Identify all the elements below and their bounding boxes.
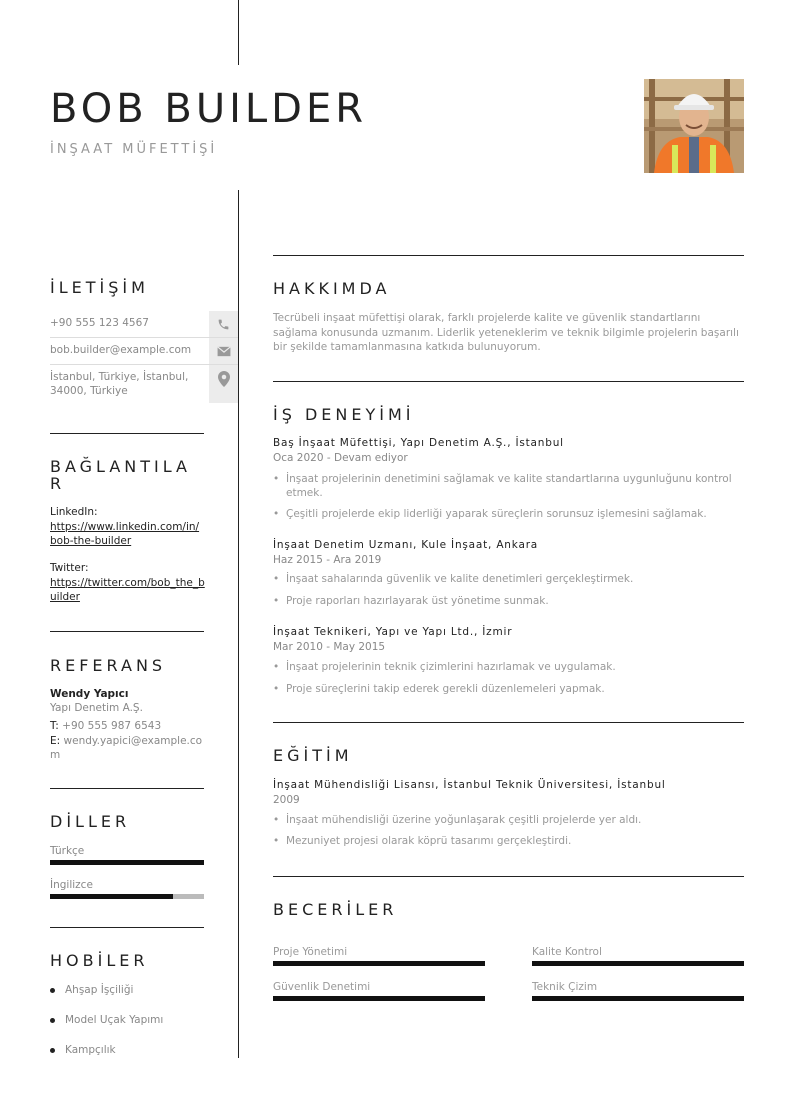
language-level-bar <box>50 894 204 899</box>
reference-name: Wendy Yapıcı <box>50 688 129 700</box>
skill-name: Güvenlik Denetimi <box>273 981 371 993</box>
profile-photo <box>644 79 744 173</box>
divider-education <box>273 722 744 723</box>
divider-links <box>50 433 204 434</box>
about-heading: HAKKIMDA <box>273 279 391 298</box>
job-bullet: • İnşaat sahalarında güvenlik ve kalite denetimleri gerçekleştirmek. <box>273 572 743 586</box>
hobbies-heading: HOBİLER <box>50 951 149 970</box>
job-bullet: • Proje raporları hazırlayarak üst yönetime sunmak. <box>273 594 743 608</box>
reference-phone-row <box>50 720 161 732</box>
language-level-bar <box>50 860 204 865</box>
job-title: İNŞAAT MÜFETTİŞİ <box>50 142 218 157</box>
location-pin-icon <box>209 365 238 403</box>
job-date-2: Haz 2015 - Ara 2019 <box>273 554 382 566</box>
twitter-link[interactable]: https://twitter.com/bob_the_builder <box>50 577 205 603</box>
experience-heading: İŞ DENEYİMİ <box>273 405 415 424</box>
linkedin-link[interactable]: https://www.linkedin.com/in/bob-the-builder <box>50 521 200 547</box>
job-bullet: • İnşaat projelerinin teknik çizimlerini hazırlamak ve uygulamak. <box>273 660 743 674</box>
divider-hobbies <box>50 927 204 928</box>
phone-icon <box>209 311 238 337</box>
divider-experience <box>273 381 744 382</box>
skill-name: Teknik Çizim <box>532 981 598 993</box>
contact-address: İstanbul, Türkiye, İstanbul, 34000, Türkiye <box>50 371 189 397</box>
twitter-label: Twitter: <box>50 562 89 574</box>
divider-about <box>273 255 744 256</box>
divider-languages <box>50 788 204 789</box>
skill-name: Kalite Kontrol <box>532 946 602 958</box>
job-bullet: • Proje süreçlerini takip ederek gerekli düzenlemeleri yapmak. <box>273 682 743 696</box>
job-title-1: Baş İnşaat Müfettişi, Yapı Denetim A.Ş., İstanbul <box>273 437 564 449</box>
contact-heading: İLETİŞİM <box>50 278 149 297</box>
education-bullet: • Mezuniyet projesi olarak köprü tasarımı gerçekleştirdi. <box>273 834 743 848</box>
contact-phone[interactable]: +90 555 123 4567 <box>50 317 149 329</box>
languages-heading: DİLLER <box>50 812 131 831</box>
education-bullet: • İnşaat mühendisliği üzerine yoğunlaşarak çeşitli projelerde yer aldı. <box>273 813 743 827</box>
divider-skills <box>273 876 744 877</box>
job-title-3: İnşaat Teknikeri, Yapı ve Yapı Ltd., İzmir <box>273 626 513 638</box>
job-date-1: Oca 2020 - Devam ediyor <box>273 452 408 464</box>
education-year: 2009 <box>273 794 300 806</box>
reference-heading: REFERANS <box>50 656 167 675</box>
job-bullet: • İnşaat projelerinin denetimini sağlamak ve kalite standartlarına uygunluğunu kontrol etmek. <box>273 472 743 500</box>
education-degree: İnşaat Mühendisliği Lisansı, İstanbul Teknik Üniversitesi, İstanbul <box>273 779 666 791</box>
divider-reference <box>50 631 204 632</box>
mail-icon <box>209 338 238 364</box>
about-text: Tecrübeli inşaat müfettişi olarak, farklı projelerde kalite ve güvenlik standartlarını sağlama konusunda uzmanım. Liderlik yeteneklerim ve teknik bilgimle projelerin başarılı bir şekilde tamamlanmasına katkıda bulunuyorum. <box>273 312 739 353</box>
skill-level-bar <box>273 996 485 1001</box>
education-heading: EĞİTİM <box>273 746 353 765</box>
job-bullet: • Çeşitli projelerde ekip liderliği yaparak süreçlerin sorunsuz işlemesini sağlamak. <box>273 507 743 521</box>
job-date-3: Mar 2010 - May 2015 <box>273 641 386 653</box>
reference-phone-label: T: <box>50 720 59 732</box>
reference-email-row <box>50 734 206 762</box>
skill-name: Proje Yönetimi <box>273 946 348 958</box>
skill-level-bar <box>532 961 744 966</box>
skill-level-bar <box>532 996 744 1001</box>
column-divider-line <box>238 190 239 1058</box>
hobby-item: Ahşap İşçiliği <box>50 984 133 996</box>
top-divider-line <box>238 0 239 65</box>
hobby-item: Kampçılık <box>50 1044 116 1056</box>
linkedin-label: LinkedIn: <box>50 506 98 518</box>
links-heading: BAĞLANTILA R <box>50 457 191 493</box>
language-name: İngilizce <box>50 879 93 891</box>
reference-email-label: E: <box>50 735 61 747</box>
job-title-2: İnşaat Denetim Uzmanı, Kule İnşaat, Ankara <box>273 539 539 551</box>
hobby-item: Model Uçak Yapımı <box>50 1014 163 1026</box>
contact-email[interactable]: bob.builder@example.com <box>50 344 192 356</box>
reference-email[interactable]: wendy.yapici@example.com <box>50 735 203 761</box>
person-name: BOB BUILDER <box>50 86 368 132</box>
skills-heading: BECERİLER <box>273 900 398 919</box>
language-name: Türkçe <box>50 845 85 857</box>
skill-level-bar <box>273 961 485 966</box>
reference-company: Yapı Denetim A.Ş. <box>50 702 143 714</box>
reference-phone[interactable]: +90 555 987 6543 <box>62 720 162 732</box>
